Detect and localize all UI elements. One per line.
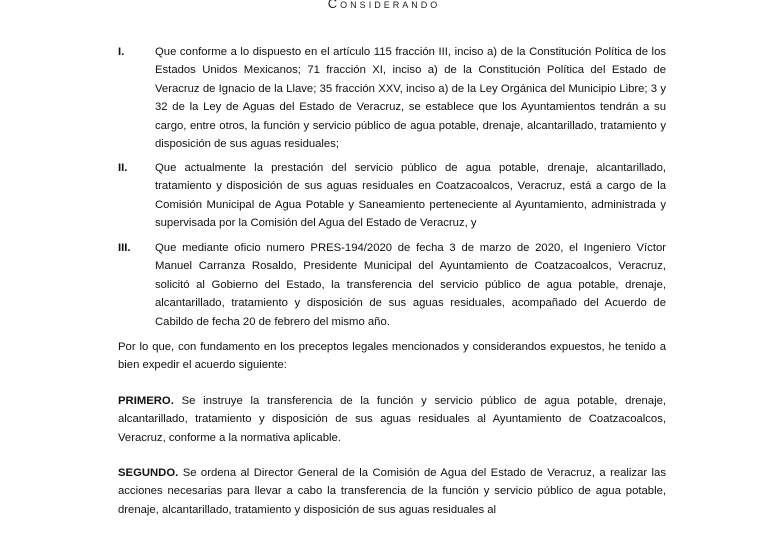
segundo-label: SEGUNDO. [118,467,179,479]
segundo-text: Se ordena al Director General de la Comisión de Agua del Estado de Veracruz, a realizar las acciones necesarias para llevar a cabo la transferencia de la función y servicio público de agua potable, drenaje, alcantarillado, tratamiento y disposición de sus aguas residuales al [118,467,666,516]
primero-text: Se instruye la transferencia de la función y servicio público de agua potable, drenaje, alcantarillado, tratamiento y disposición de sus aguas residuales al Ayuntamiento de Coatzacoalcos, Veracruz, conforme a la normativa aplicable. [118,395,666,444]
considerando-item [118,239,666,331]
item-text: Que actualmente la prestación del servicio público de agua potable, drenaje, alcantarillado, tratamiento y disposición de sus aguas residuales en Coatzacoalcos, Veracruz, está a cargo de la Comisión Municipal de Agua Potable y Saneamiento perteneciente al Ayuntamiento, administrada y supervisada por la Comisión del Agua del Estado de Veracruz, y [155,162,666,230]
item-numeral: II. [118,162,128,174]
item-text: Que mediante oficio numero PRES-194/2020 de fecha 3 de marzo de 2020, el Ingeniero Víctor Manuel Carranza Rosaldo, Presidente Municipal del Ayuntamiento de Coatzacoalcos, Veracruz, solicitó al Gobierno del Estado, la transferencia del servicio público de agua potable, drenaje, alcantarillado, tratamiento y disposición de sus aguas residuales, acompañado del Acuerdo de Cabildo de fecha 20 de febrero del mismo año. [155,242,666,328]
considerando-item [118,159,666,233]
segundo-paragraph [118,464,666,519]
section-heading: Considerando [327,0,441,11]
item-numeral: I. [118,46,125,58]
primero-label: PRIMERO. [118,395,174,407]
item-numeral: III. [118,242,131,254]
item-text: Que conforme a lo dispuesto en el artículo 115 fracción III, inciso a) de la Constitución Política de los Estados Unidos Mexicanos; 71 fracción XI, inciso a) de la Constitución Política del Estado de Veracruz de Ignacio de la Llave; 35 fracción XXV, inciso a) de la Ley Orgánica del Municipio Libre; 3 y 32 de la Ley de Aguas del Estado de Veracruz, se establece que los Ayuntamientos tendrán a su cargo, entre otros, la función y servicio público de agua potable, drenaje, alcantarillado, tratamiento y disposición de sus aguas residuales; [155,46,666,151]
considerando-item [118,43,666,153]
primero-paragraph [118,392,666,447]
intro-paragraph: Por lo que, con fundamento en los preceptos legales mencionados y considerandos expuestos, he tenido a bien expedir el acuerdo siguiente: [118,341,666,372]
